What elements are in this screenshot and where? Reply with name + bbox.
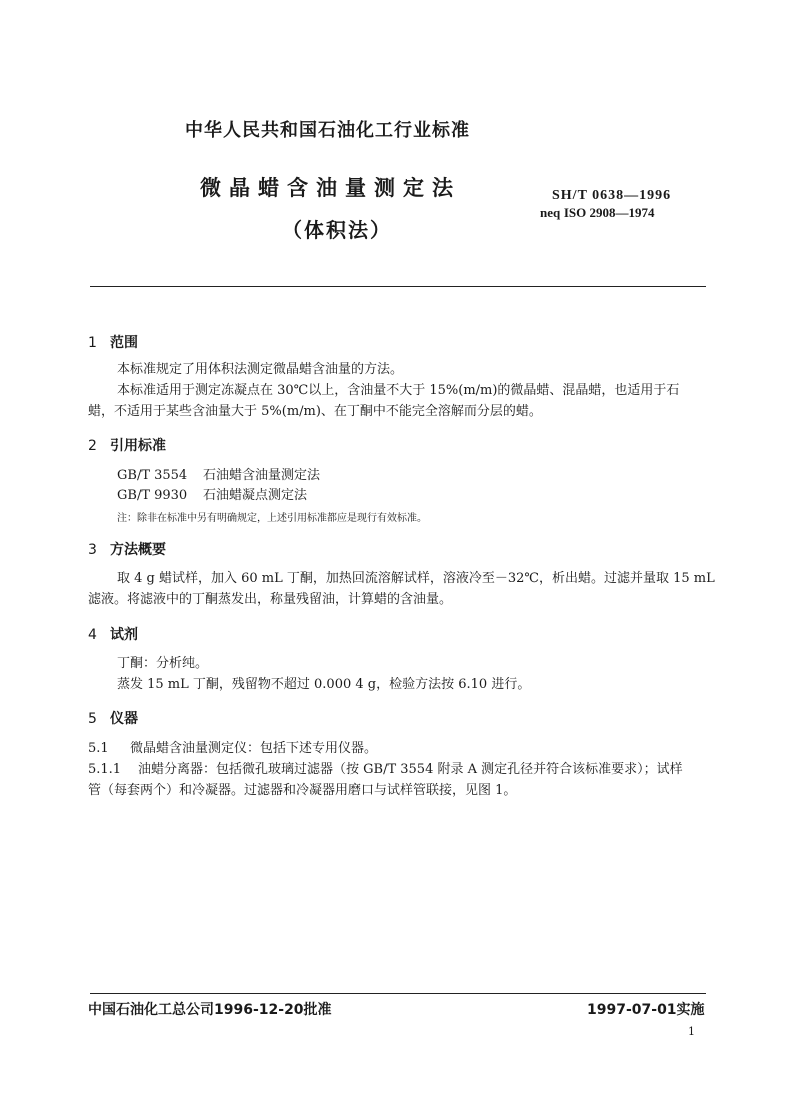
section-number: 3 [88,542,97,558]
clause-5-1-1-line-1 [88,761,683,779]
section-title: 试剂 [110,627,138,643]
approval-date: 中国石油化工总公司1996-12-20批准 [88,1002,332,1018]
method-summary-line-2: 滤液。将滤液中的丁酮蒸发出，称量残留油，计算蜡的含油量。 [88,592,453,607]
clause-text: 油蜡分离器：包括微孔玻璃过滤器（按 GB/T 3554 附录 A 测定孔径并符合该标准要求）；试样 [138,762,683,777]
section-number: 1 [88,335,97,351]
reagent-line-1: 丁酮：分析纯。 [117,656,209,671]
section-heading-method-summary [88,539,166,559]
section-heading-scope [88,332,138,352]
standard-code-text: SH/T 0638—1996 [552,188,672,203]
section-title: 引用标准 [110,438,166,454]
footer-divider [90,993,706,994]
issuing-organization: 中华人民共和国石油化工行业标准 [185,120,470,141]
equivalence-prefix: neq [540,205,561,220]
section-title: 方法概要 [110,542,166,558]
header-divider [90,286,706,287]
document-subtitle: （体积法） [282,218,392,242]
clause-5-1 [88,740,377,758]
reference-title: 石油蜡含油量测定法 [203,468,321,483]
section-title: 范围 [110,335,138,351]
section-title: 仪器 [110,711,138,727]
clause-5-1-1-line-2: 管（每套两个）和冷凝器。过滤器和冷凝器用磨口与试样管联接，见图 1。 [88,783,517,798]
scope-paragraph-2-line-1: 本标准适用于测定冻凝点在 30℃以上，含油量不大于 15%(m/m)的微晶蜡、混晶蜡，也适用于石 [117,383,680,398]
scope-paragraph-1: 本标准规定了用体积法测定微晶蜡含油量的方法。 [117,362,404,377]
section-heading-reagents [88,624,138,644]
section-number: 5 [88,711,97,727]
standard-code [552,188,671,204]
reference-item-2 [117,487,307,505]
effective-date: 1997-07-01实施 [587,1002,705,1018]
page-number: 1 [688,1025,695,1038]
section-number: 2 [88,438,97,454]
reference-note: 注：除非在标准中另有明确规定，上述引用标准都应是现行有效标准。 [117,513,427,524]
clause-number: 5.1.1 [88,762,122,777]
reference-code: GB/T 3554 [117,468,188,483]
document-title: 微晶蜡含油量测定法 [200,176,461,200]
reagent-line-2: 蒸发 15 mL 丁酮，残留物不超过 0.000 4 g，检验方法按 6.10 进行。 [117,677,531,692]
clause-text: 微晶蜡含油量测定仪：包括下述专用仪器。 [130,741,378,756]
clause-number: 5.1 [88,741,109,756]
section-number: 4 [88,627,97,643]
section-heading-apparatus [88,708,138,728]
section-heading-normative-references [88,435,166,455]
equivalence-standard: ISO 2908—1974 [563,205,655,220]
method-summary-line-1: 取 4 g 蜡试样，加入 60 mL 丁酮，加热回流溶解试样，溶液冷至－32℃，析出蜡。过滤并量取 15 mL [117,571,715,586]
scope-paragraph-2-line-2: 蜡，不适用于某些含油量大于 5%(m/m)、在丁酮中不能完全溶解而分层的蜡。 [88,404,542,419]
equivalence-code [540,205,655,221]
reference-title: 石油蜡凝点测定法 [203,488,308,503]
reference-item-1 [117,467,320,485]
reference-code: GB/T 9930 [117,488,188,503]
